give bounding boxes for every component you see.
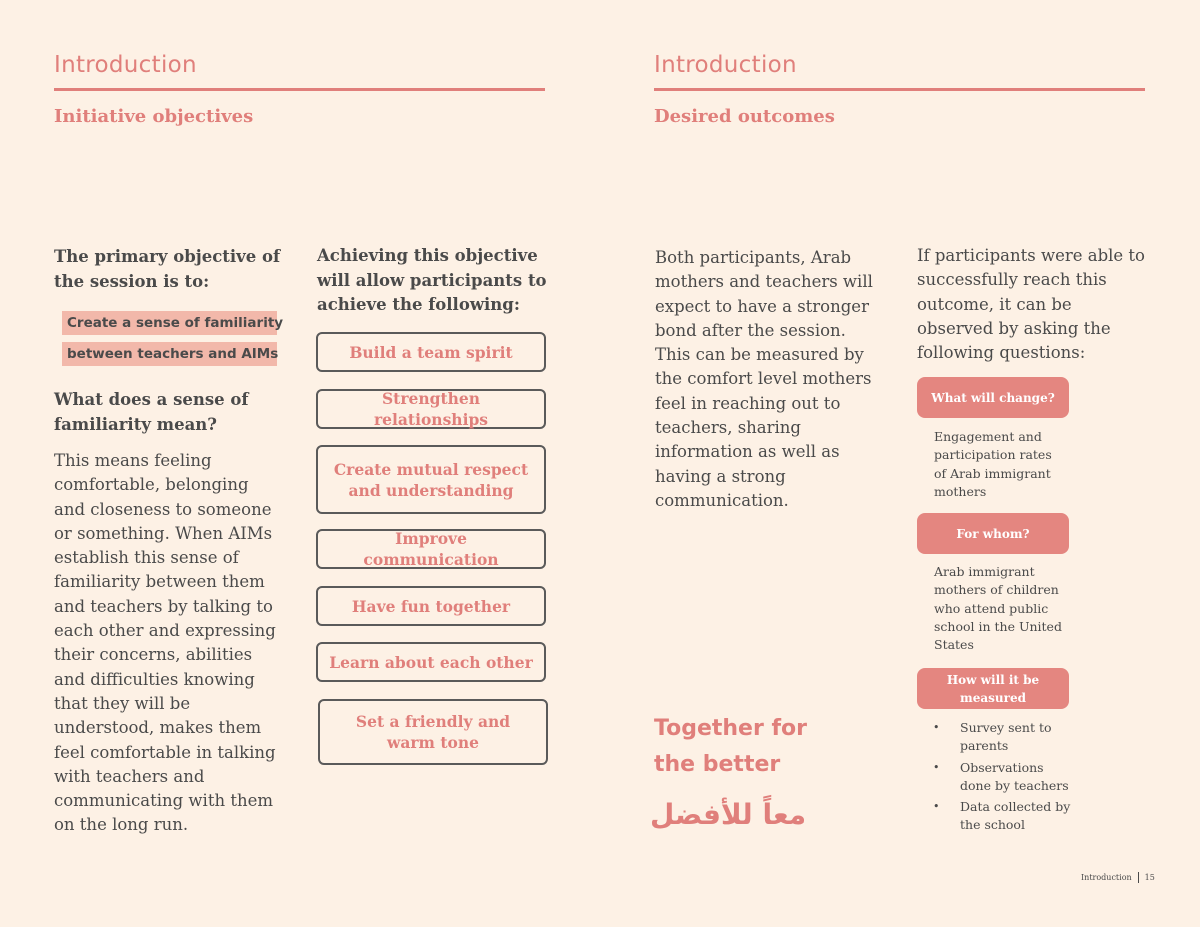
familiarity-question: What does a sense of familiarity mean? [54, 390, 249, 434]
objective-box: Set a friendly and warm tone [318, 699, 548, 765]
question-what-will-change: What will change? [917, 377, 1069, 418]
objective-box: Build a team spirit [316, 332, 546, 372]
objective-box: Improve communication [316, 529, 546, 569]
question-how-measured: How will it be measured [917, 668, 1069, 709]
left-title-rule [54, 88, 545, 91]
objective-box: Create mutual respect and understanding [316, 445, 546, 514]
left-subtitle: Initiative objectives [54, 106, 254, 127]
bullet-item: • Data collected by the school [933, 798, 1078, 835]
primary-objective-lead: The primary objective of the session is to: [54, 247, 281, 291]
tagline-arabic: معاً للأفضل [650, 798, 807, 831]
tagline [654, 711, 807, 783]
questions-lead: If participants were able to successfully reach this outcome, it can be observed by asking the following questions: [917, 246, 1145, 363]
answer-for-whom: Arab immigrant mothers of children who attend public school in the United States [934, 564, 1062, 653]
bullet-item: • Survey sent to parents [933, 719, 1078, 756]
page-number: 15 [1144, 873, 1155, 882]
highlight-line-2: between teachers and AIMs [62, 342, 277, 366]
right-subtitle: Desired outcomes [654, 106, 835, 127]
right-section-title: Introduction [654, 52, 797, 78]
page-footer [1081, 872, 1155, 883]
achieving-lead: Achieving this objective will allow participants to achieve the following: [317, 246, 547, 314]
highlight-line-1: Create a sense of familiarity [62, 311, 277, 335]
objective-box: Learn about each other [316, 642, 546, 682]
objective-box: Have fun together [316, 586, 546, 626]
outcome-body: Both participants, Arab mothers and teachers will expect to have a stronger bond after the session. This can be measured by the comfort level mothers feel in reaching out to teachers, sharing information as well as having a strong communication. [655, 248, 873, 510]
familiarity-body: This means feeling comfortable, belonging and closeness to someone or something. When AIMs establish this sense of familiarity between them and teachers by talking to each other and expressing their concerns, abilities and difficulties knowing that they will be understood, makes them feel comfortable in talking with teachers and communicating with them on the long run. [54, 451, 276, 835]
question-for-whom: For whom? [917, 513, 1069, 554]
measurement-bullets [933, 719, 1078, 838]
footer-separator [1138, 872, 1139, 883]
bullet-item: • Observations done by teachers [933, 759, 1078, 796]
tagline-line-1: Together for [654, 716, 808, 741]
tagline-line-2: the better [654, 752, 781, 777]
right-title-rule [654, 88, 1145, 91]
footer-label: Introduction [1081, 873, 1132, 882]
left-section-title: Introduction [54, 52, 197, 78]
objective-box: Strengthen relationships [316, 389, 546, 429]
answer-what-will-change: Engagement and participation rates of Arab immigrant mothers [934, 429, 1052, 499]
